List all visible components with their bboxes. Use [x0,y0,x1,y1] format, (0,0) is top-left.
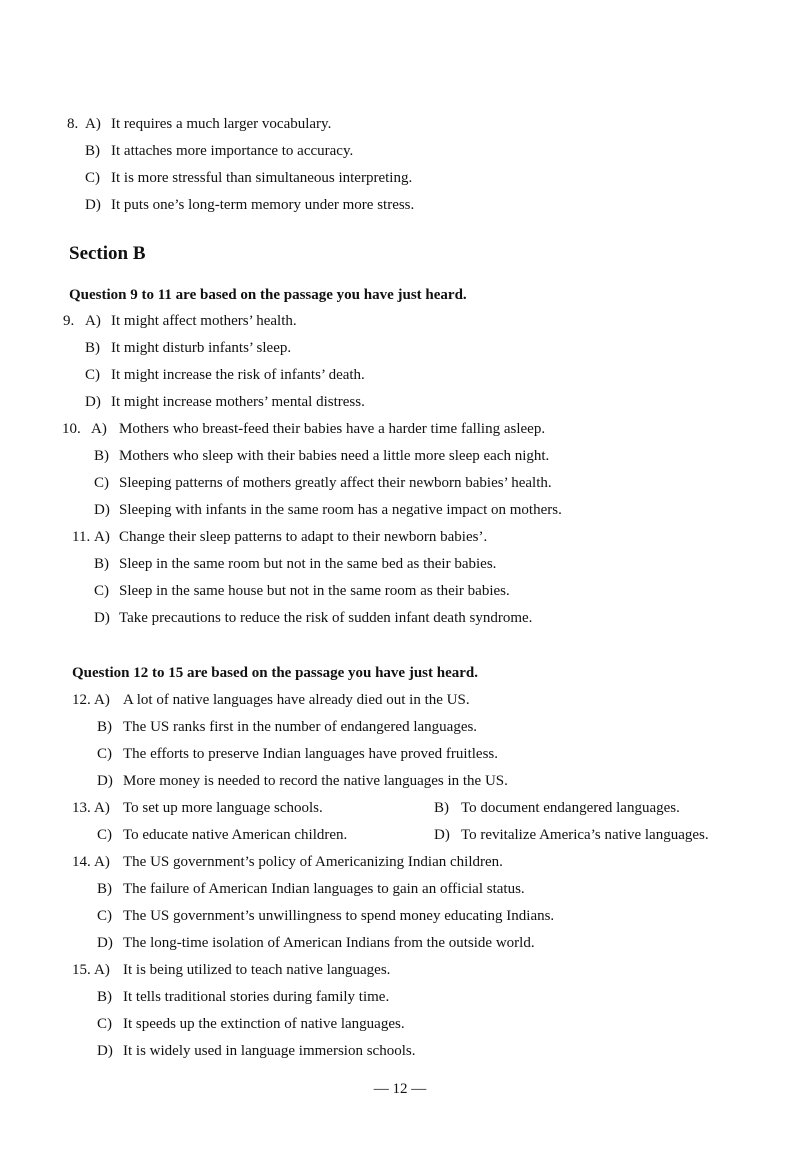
question-number: 13. [72,800,91,816]
option-text: A lot of native languages have already died out in the US. [123,692,470,708]
option-text: It is widely used in language immersion schools. [123,1043,416,1059]
option-label: C) [85,170,100,186]
option-label: A) [94,529,110,545]
option-text: Sleeping patterns of mothers greatly affect their newborn babies’ health. [119,475,552,491]
option-label: D) [85,394,101,410]
question-number: 9. [63,313,75,329]
option-label: C) [94,583,109,599]
option-text: It speeds up the extinction of native languages. [123,1016,405,1032]
option-label: A) [94,800,110,816]
option-label: C) [97,746,112,762]
option-text: Take precautions to reduce the risk of sudden infant death syndrome. [119,610,533,626]
question-number: 14. [72,854,91,870]
option-text: It might increase mothers’ mental distress. [111,394,365,410]
option-text: More money is needed to record the native languages in the US. [123,773,508,789]
option-label: C) [94,475,109,491]
option-label: D) [97,1043,113,1059]
option-text: It attaches more importance to accuracy. [111,143,354,159]
question-number: 11. [72,529,91,545]
option-label: B) [97,989,112,1005]
option-text: The US government’s policy of Americanizing Indian children. [123,854,503,870]
option-label: D) [97,935,113,951]
option-text: It might increase the risk of infants’ death. [111,367,365,383]
option-label: A) [85,313,101,329]
question-number: 10. [62,421,81,437]
option-text: To revitalize America’s native languages. [461,827,709,843]
option-text: It requires a much larger vocabulary. [111,116,332,132]
option-label: B) [434,800,449,816]
option-text: It puts one’s long-term memory under more stress. [111,197,415,213]
option-text: The efforts to preserve Indian languages have proved fruitless. [123,746,499,762]
option-label: D) [97,773,113,789]
option-label: C) [97,1016,112,1032]
option-label: B) [97,881,112,897]
option-label: A) [94,854,110,870]
option-label: C) [85,367,100,383]
option-label: B) [97,719,112,735]
option-text: It is being utilized to teach native languages. [123,962,391,978]
option-text: It is more stressful than simultaneous interpreting. [111,170,413,186]
option-text: It might affect mothers’ health. [111,313,297,329]
section-title: Section B [69,243,146,264]
option-label: B) [85,143,100,159]
option-label: D) [94,610,110,626]
option-label: C) [97,908,112,924]
question-number: 12. [72,692,91,708]
option-label: A) [94,962,110,978]
option-text: Sleep in the same house but not in the same room as their babies. [119,583,510,599]
option-label: A) [94,692,110,708]
option-text: To educate native American children. [123,827,348,843]
option-label: D) [85,197,101,213]
option-label: D) [94,502,110,518]
question-number: 15. [72,962,91,978]
option-text: Mothers who breast-feed their babies have a harder time falling asleep. [119,421,546,437]
option-label: B) [85,340,100,356]
option-label: D) [434,827,450,843]
option-text: The long-time isolation of American Indians from the outside world. [123,935,535,951]
option-text: Mothers who sleep with their babies need a little more sleep each night. [119,448,550,464]
option-text: Sleep in the same room but not in the same bed as their babies. [119,556,497,572]
option-text: It tells traditional stories during family time. [123,989,390,1005]
page-number: — 12 — [373,1081,427,1097]
option-label: C) [97,827,112,843]
option-text: To document endangered languages. [461,800,680,816]
option-label: A) [85,116,101,132]
option-text: The US ranks first in the number of endangered languages. [123,719,478,735]
option-label: A) [91,421,107,437]
option-label: B) [94,556,109,572]
option-text: It might disturb infants’ sleep. [111,340,292,356]
option-text: Sleeping with infants in the same room has a negative impact on mothers. [119,502,562,518]
option-text: The failure of American Indian languages to gain an official status. [123,881,525,897]
option-text: The US government’s unwillingness to spend money educating Indians. [123,908,555,924]
option-text: Change their sleep patterns to adapt to their newborn babies’. [119,529,488,545]
option-text: To set up more language schools. [123,800,323,816]
option-label: B) [94,448,109,464]
question-group-heading: Question 9 to 11 are based on the passage you have just heard. [69,287,467,303]
question-group-heading: Question 12 to 15 are based on the passage you have just heard. [72,665,479,681]
question-number: 8. [67,116,79,132]
